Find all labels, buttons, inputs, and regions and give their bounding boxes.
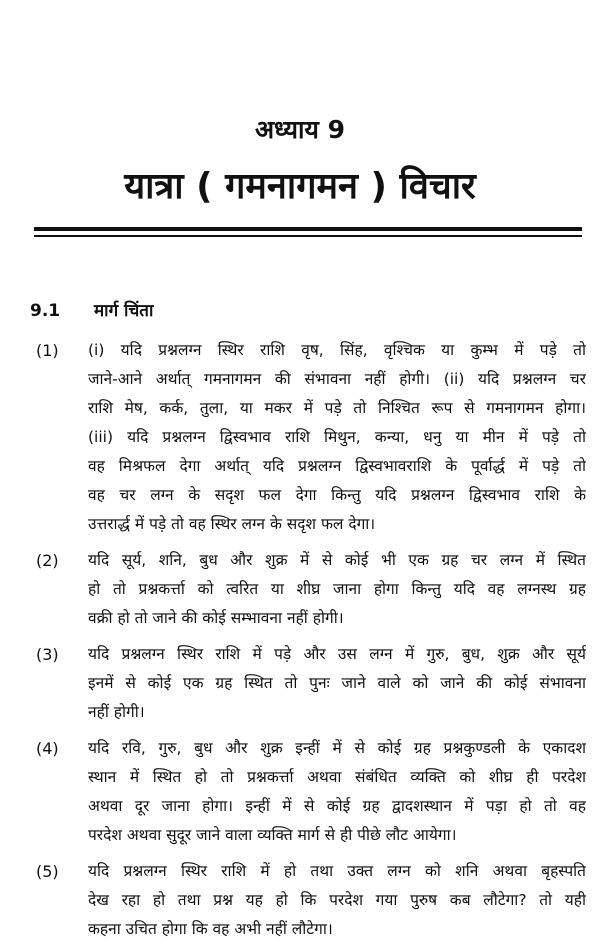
text-line: उत्तरार्द्ध में पड़े तो वह स्थिर लग्न के सदृश फल देगा। — [88, 515, 376, 533]
text-line: राशि मेष, कर्क, तुला, या मकर में पड़े तो निश्चित रूप से गमनागमन होगा। — [88, 399, 586, 417]
title-divider-thin — [34, 235, 582, 237]
list-item — [36, 640, 586, 727]
section-number: 9.1 — [30, 301, 61, 321]
text-line: देख रहा हो तथा प्रश्न यह हो कि परदेश गया पुरुष कब लौटेगा? तो यही — [88, 891, 586, 909]
item-number: (1) — [36, 341, 59, 360]
text-line: वक्री हो तो जाने की कोई सम्भावना नहीं होगी। — [88, 609, 344, 627]
text-line: वह मिश्रफल देगा अर्थात् यदि प्रश्नलग्न द्विस्वभावराशि के पूर्वार्द्ध में पड़े तो — [88, 457, 586, 475]
text-line: (i) यदि प्रश्नलग्न स्थिर राशि वृष, सिंह, वृश्चिक या कुम्भ में पड़े तो — [88, 341, 586, 359]
text-line: इनमें से कोई एक ग्रह स्थित तो पुनः जाने वाले को जाने की कोई संभावना — [88, 674, 586, 692]
text-line: यदि सूर्य, शनि, बुध और शुक्र में से कोई भी एक ग्रह चर लग्न में स्थित — [88, 551, 586, 569]
list-item — [36, 336, 586, 539]
numbered-list — [36, 336, 586, 951]
text-line: यदि प्रश्नलग्न स्थिर राशि में हो तथा उक्त लग्न को शनि अथवा बृहस्पति — [88, 862, 586, 880]
list-item — [36, 734, 586, 850]
text-line: (iii) यदि प्रश्नलग्न द्विस्वभाव राशि मिथुन, कन्या, धनु या मीन में पड़े तो — [88, 428, 586, 446]
item-number: (2) — [36, 551, 59, 570]
text-line: जाने-आने अर्थात् गमनागमन की संभावना नहीं होगी। (ii) यदि प्रश्नलग्न चर — [88, 370, 586, 388]
section-title: मार्ग चिंता — [94, 301, 154, 321]
text-line: यदि रवि, गुरु, बुध और शुक्र इन्हीं में से कोई ग्रह प्रश्नकुण्डली के एकादश — [88, 739, 586, 757]
chapter-title: यात्रा ( गमनागमन ) विचार — [124, 166, 476, 207]
text-line: कहना उचित होगा कि वह अभी नहीं लौटेगा। — [88, 920, 333, 938]
text-line: वह चर लग्न के सदृश फल देगा किन्तु यदि प्रश्नलग्न द्विस्वभाव राशि के — [88, 486, 586, 504]
text-line: परदेश अथवा सुदूर जाने वाला व्यक्ति मार्ग से ही पीछे लौट आयेगा। — [88, 826, 457, 844]
list-item — [36, 546, 586, 633]
text-line: स्थान में स्थित हो तो प्रश्नकर्त्ता अथवा संबंधित व्यक्ति को शीघ्र ही परदेश — [88, 768, 586, 786]
text-line: हो तो प्रश्नकर्त्ता को त्वरित या शीघ्र जाना होगा किन्तु यदि वह लग्नस्थ ग्रह — [88, 580, 586, 598]
text-line: यदि प्रश्नलग्न स्थिर राशि में पड़े और उस लग्न में गुरु, बुध, शुक्र और सूर्य — [88, 645, 586, 663]
list-item — [36, 857, 586, 944]
section-heading — [30, 298, 153, 321]
title-divider-thick — [34, 227, 582, 231]
item-number: (3) — [36, 645, 59, 664]
text-line: अथवा दूर जाना होगा। इन्हीं में से कोई ग्रह द्वादशस्थान में पड़ा हो तो वह — [88, 797, 586, 815]
text-line: नहीं होगी। — [88, 703, 145, 721]
item-number: (4) — [36, 739, 59, 758]
item-number: (5) — [36, 862, 59, 881]
chapter-number: अध्याय 9 — [254, 115, 346, 144]
